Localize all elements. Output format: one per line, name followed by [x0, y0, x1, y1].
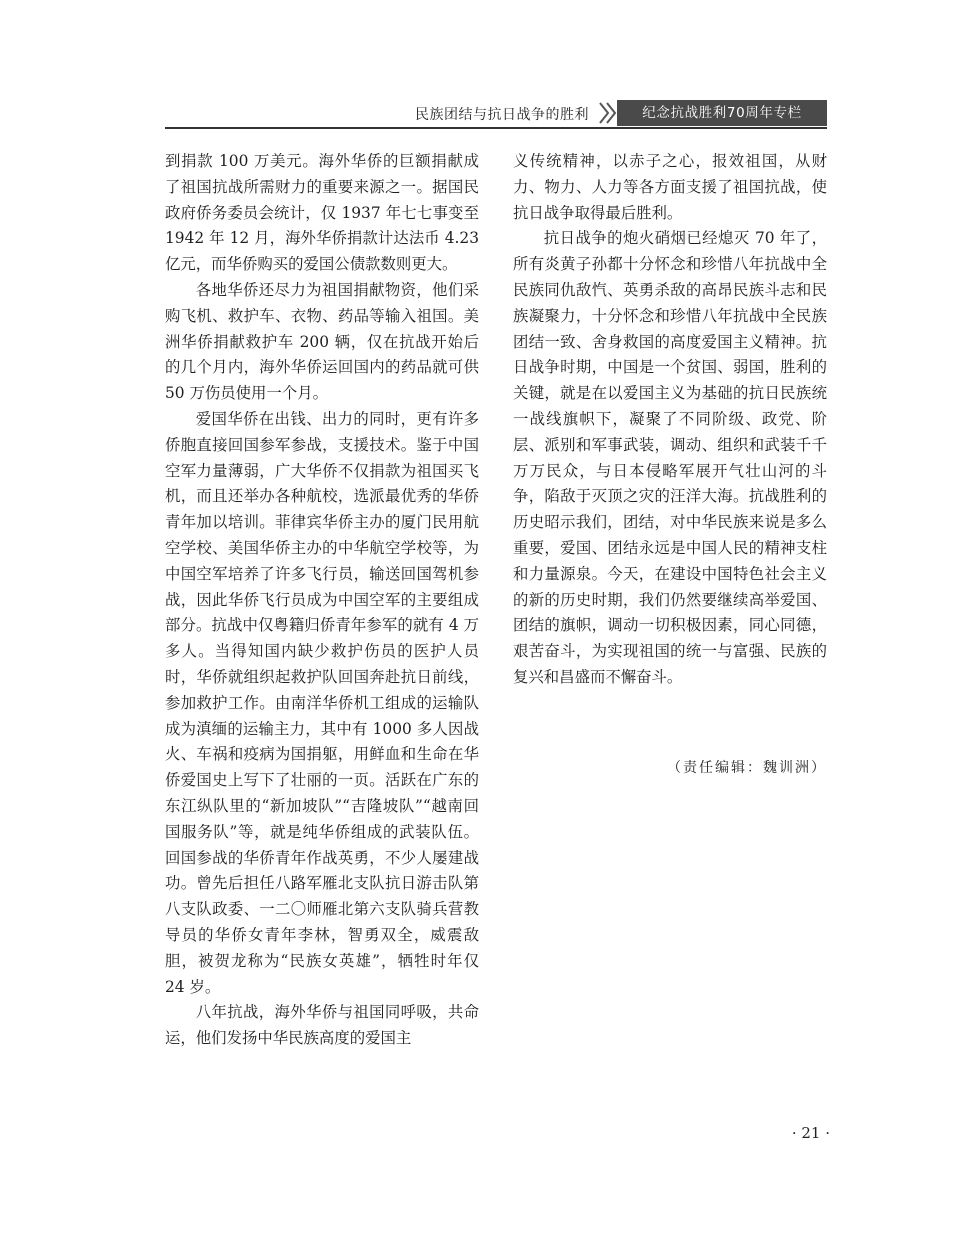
left-column	[165, 149, 479, 1052]
editor-credit: （责任编辑：魏训洲）	[667, 760, 827, 776]
paragraph: 到捐款 100 万美元。海外华侨的巨额捐献成了祖国抗战所需财力的重要来源之一。据国民政府侨务委员会统计，仅 1937 年七七事变至 1942 年 12 月，海外华侨捐款计达法币 4.23 亿元，而华侨购买的爱国公债款数则更大。	[165, 152, 479, 274]
right-column	[513, 149, 827, 691]
double-chevron-icon	[597, 100, 619, 126]
paragraph: 抗日战争的炮火硝烟已经熄灭 70 年了，所有炎黄子孙都十分怀念和珍惜八年抗战中全民族同仇敌忾、英勇杀敌的高昂民族斗志和民族凝聚力，十分怀念和珍惜八年抗战中全民族团结一致、舍身救国的高度爱国主义精神。抗日战争时期，中国是一个贫国、弱国，胜利的关键，就是在以爱国主义为基础的抗日民族统一战线旗帜下，凝聚了不同阶级、政党、阶层、派别和军事武装，调动、组织和武装千千万万民众，与日本侵略军展开气壮山河的斗争，陷敌于灭顶之灾的汪洋大海。抗战胜利的历史昭示我们，团结，对中华民族来说是多么重要，爱国、团结永远是中国人民的精神支柱和力量源泉。今天，在建设中国特色社会主义的新的历史时期，我们仍然要继续高举爱国、团结的旗帜，调动一切积极因素，同心同德，艰苦奋斗，为实现祖国的统一与富强、民族的复兴和昌盛而不懈奋斗。	[513, 229, 827, 686]
page-number: · 21 ·	[791, 1124, 830, 1142]
section-title: 民族团结与抗日战争的胜利	[415, 107, 589, 123]
running-header	[165, 100, 827, 127]
paragraph: 八年抗战，海外华侨与祖国同呼吸，共命运，他们发扬中华民族高度的爱国主	[165, 1003, 479, 1048]
paragraph: 爱国华侨在出钱、出力的同时，更有许多侨胞直接回国参军参战，支援技术。鉴于中国空军力量薄弱，广大华侨不仅捐款为祖国买飞机，而且还举办各种航校，选派最优秀的华侨青年加以培训。菲律宾华侨主办的厦门民用航空学校、美国华侨主办的中华航空学校等，为中国空军培养了许多飞行员，输送回国驾机参战，因此华侨飞行员成为中国空军的主要组成部分。抗战中仅粤籍归侨青年参军的就有 4 万多人。当得知国内缺少救护伤员的医护人员时，华侨就组织起救护队回国奔赴抗日前线，参加救护工作。由南洋华侨机工组成的运输队成为滇缅的运输主力，其中有 1000 多人因战火、车祸和疫病为国捐躯，用鲜血和生命在华侨爱国史上写下了壮丽的一页。活跃在广东的东江纵队里的“新加坡队”“吉隆坡队”“越南回国服务队”等，就是纯华侨组成的武装队伍。回国参战的华侨青年作战英勇，不少人屡建战功。曾先后担任八路军雁北支队抗日游击队第八支队政委、一二〇师雁北第六支队骑兵营教导员的华侨女青年李林，智勇双全，威震敌胆，被贺龙称为“民族女英雄”，牺牲时年仅 24 岁。	[165, 409, 479, 996]
header-divider	[165, 127, 827, 129]
paragraph: 义传统精神，以赤子之心，报效祖国，从财力、物力、人力等各方面支援了祖国抗战，使抗日战争取得最后胜利。	[513, 152, 827, 222]
column-tag: 纪念抗战胜利70周年专栏	[617, 100, 827, 126]
paragraph: 各地华侨还尽力为祖国捐献物资，他们采购飞机、救护车、衣物、药品等输入祖国。美洲华侨捐献救护车 200 辆，仅在抗战开始后的几个月内，海外华侨运回国内的药品就可供 50 万伤员使用一个月。	[165, 280, 479, 403]
